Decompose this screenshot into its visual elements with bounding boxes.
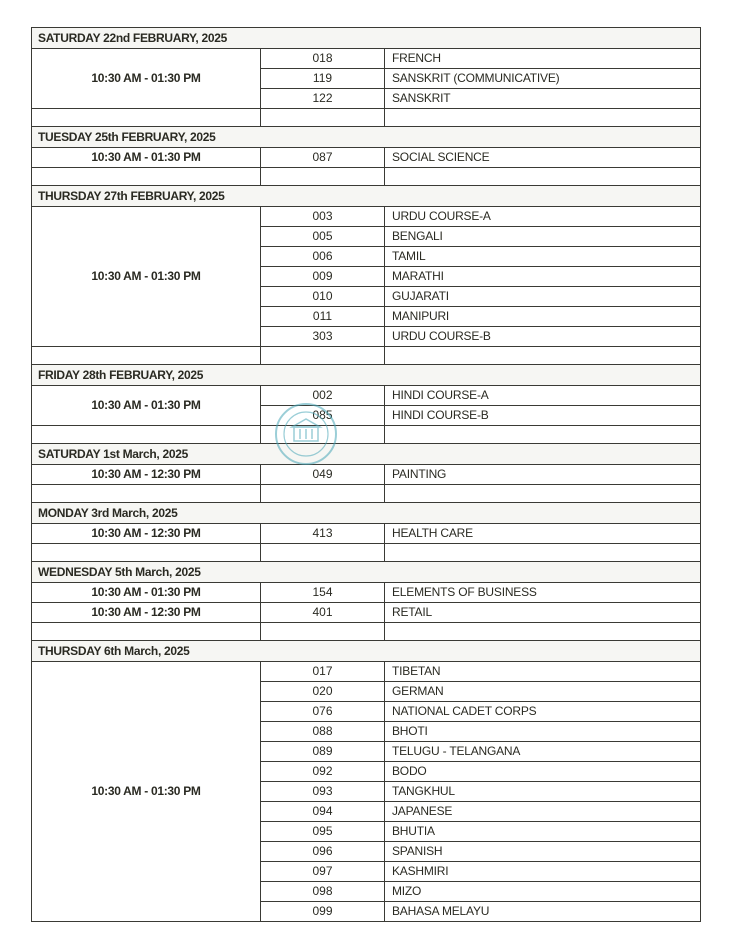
subject-name: MIZO bbox=[385, 882, 701, 902]
spacer-row bbox=[32, 426, 701, 444]
exam-time: 10:30 AM - 01:30 PM bbox=[32, 386, 261, 426]
subject-code: 017 bbox=[261, 662, 385, 682]
subject-name: TAMIL bbox=[385, 247, 701, 267]
subject-name: BENGALI bbox=[385, 227, 701, 247]
subject-code: 154 bbox=[261, 583, 385, 603]
subject-name: HINDI COURSE-A bbox=[385, 386, 701, 406]
subject-row bbox=[32, 207, 701, 227]
subject-name: URDU COURSE-A bbox=[385, 207, 701, 227]
exam-time: 10:30 AM - 01:30 PM bbox=[32, 148, 261, 168]
subject-name: GUJARATI bbox=[385, 287, 701, 307]
subject-code: 095 bbox=[261, 822, 385, 842]
date-header-row bbox=[32, 186, 701, 207]
date-header-row bbox=[32, 127, 701, 148]
empty-cell bbox=[32, 623, 261, 641]
exam-date: SATURDAY 22nd FEBRUARY, 2025 bbox=[32, 28, 701, 49]
exam-date: WEDNESDAY 5th March, 2025 bbox=[32, 562, 701, 583]
empty-cell bbox=[261, 109, 385, 127]
subject-code: 005 bbox=[261, 227, 385, 247]
empty-cell bbox=[261, 485, 385, 503]
subject-name: PAINTING bbox=[385, 465, 701, 485]
subject-name: NATIONAL CADET CORPS bbox=[385, 702, 701, 722]
exam-time: 10:30 AM - 01:30 PM bbox=[32, 207, 261, 347]
exam-date: TUESDAY 25th FEBRUARY, 2025 bbox=[32, 127, 701, 148]
exam-time: 10:30 AM - 01:30 PM bbox=[32, 662, 261, 922]
subject-name: URDU COURSE-B bbox=[385, 327, 701, 347]
exam-date: FRIDAY 28th FEBRUARY, 2025 bbox=[32, 365, 701, 386]
subject-code: 099 bbox=[261, 902, 385, 922]
subject-code: 009 bbox=[261, 267, 385, 287]
subject-code: 020 bbox=[261, 682, 385, 702]
subject-code: 122 bbox=[261, 89, 385, 109]
subject-code: 089 bbox=[261, 742, 385, 762]
date-sheet bbox=[31, 27, 700, 922]
subject-name: MANIPURI bbox=[385, 307, 701, 327]
exam-time: 10:30 AM - 01:30 PM bbox=[32, 49, 261, 109]
exam-schedule-table bbox=[31, 27, 701, 922]
subject-code: 096 bbox=[261, 842, 385, 862]
empty-cell bbox=[385, 109, 701, 127]
subject-row bbox=[32, 524, 701, 544]
subject-name: SANSKRIT (COMMUNICATIVE) bbox=[385, 69, 701, 89]
empty-cell bbox=[261, 623, 385, 641]
empty-cell bbox=[385, 426, 701, 444]
subject-name: SPANISH bbox=[385, 842, 701, 862]
subject-code: 094 bbox=[261, 802, 385, 822]
subject-name: JAPANESE bbox=[385, 802, 701, 822]
subject-code: 006 bbox=[261, 247, 385, 267]
subject-code: 303 bbox=[261, 327, 385, 347]
subject-row bbox=[32, 49, 701, 69]
empty-cell bbox=[32, 168, 261, 186]
subject-row bbox=[32, 386, 701, 406]
spacer-row bbox=[32, 347, 701, 365]
subject-name: GERMAN bbox=[385, 682, 701, 702]
subject-row bbox=[32, 662, 701, 682]
spacer-row bbox=[32, 168, 701, 186]
subject-name: FRENCH bbox=[385, 49, 701, 69]
exam-date: SATURDAY 1st March, 2025 bbox=[32, 444, 701, 465]
subject-code: 002 bbox=[261, 386, 385, 406]
subject-name: BAHASA MELAYU bbox=[385, 902, 701, 922]
spacer-row bbox=[32, 109, 701, 127]
subject-name: SOCIAL SCIENCE bbox=[385, 148, 701, 168]
subject-name: TIBETAN bbox=[385, 662, 701, 682]
empty-cell bbox=[32, 347, 261, 365]
subject-code: 092 bbox=[261, 762, 385, 782]
subject-name: TELUGU - TELANGANA bbox=[385, 742, 701, 762]
subject-row bbox=[32, 603, 701, 623]
spacer-row bbox=[32, 485, 701, 503]
subject-code: 098 bbox=[261, 882, 385, 902]
subject-name: RETAIL bbox=[385, 603, 701, 623]
subject-name: SANSKRIT bbox=[385, 89, 701, 109]
subject-code: 010 bbox=[261, 287, 385, 307]
empty-cell bbox=[385, 485, 701, 503]
subject-code: 085 bbox=[261, 406, 385, 426]
subject-code: 049 bbox=[261, 465, 385, 485]
empty-cell bbox=[385, 168, 701, 186]
subject-code: 097 bbox=[261, 862, 385, 882]
empty-cell bbox=[32, 109, 261, 127]
exam-date: THURSDAY 27th FEBRUARY, 2025 bbox=[32, 186, 701, 207]
subject-code: 076 bbox=[261, 702, 385, 722]
subject-code: 088 bbox=[261, 722, 385, 742]
subject-code: 011 bbox=[261, 307, 385, 327]
exam-time: 10:30 AM - 12:30 PM bbox=[32, 524, 261, 544]
subject-code: 413 bbox=[261, 524, 385, 544]
empty-cell bbox=[261, 347, 385, 365]
empty-cell bbox=[32, 485, 261, 503]
subject-name: HEALTH CARE bbox=[385, 524, 701, 544]
subject-name: BODO bbox=[385, 762, 701, 782]
exam-time: 10:30 AM - 01:30 PM bbox=[32, 583, 261, 603]
subject-code: 401 bbox=[261, 603, 385, 623]
exam-time: 10:30 AM - 12:30 PM bbox=[32, 465, 261, 485]
date-header-row bbox=[32, 28, 701, 49]
empty-cell bbox=[261, 168, 385, 186]
empty-cell bbox=[32, 426, 261, 444]
empty-cell bbox=[261, 544, 385, 562]
subject-code: 003 bbox=[261, 207, 385, 227]
subject-code: 087 bbox=[261, 148, 385, 168]
subject-name: BHOTI bbox=[385, 722, 701, 742]
subject-code: 119 bbox=[261, 69, 385, 89]
exam-date: MONDAY 3rd March, 2025 bbox=[32, 503, 701, 524]
subject-row bbox=[32, 465, 701, 485]
subject-code: 018 bbox=[261, 49, 385, 69]
spacer-row bbox=[32, 623, 701, 641]
spacer-row bbox=[32, 544, 701, 562]
subject-name: TANGKHUL bbox=[385, 782, 701, 802]
empty-cell bbox=[385, 623, 701, 641]
empty-cell bbox=[385, 544, 701, 562]
date-header-row bbox=[32, 562, 701, 583]
date-header-row bbox=[32, 641, 701, 662]
subject-code: 093 bbox=[261, 782, 385, 802]
empty-cell bbox=[385, 347, 701, 365]
exam-date: THURSDAY 6th March, 2025 bbox=[32, 641, 701, 662]
empty-cell bbox=[32, 544, 261, 562]
subject-name: MARATHI bbox=[385, 267, 701, 287]
subject-name: HINDI COURSE-B bbox=[385, 406, 701, 426]
date-header-row bbox=[32, 444, 701, 465]
subject-name: BHUTIA bbox=[385, 822, 701, 842]
subject-row bbox=[32, 148, 701, 168]
exam-time: 10:30 AM - 12:30 PM bbox=[32, 603, 261, 623]
subject-row bbox=[32, 583, 701, 603]
subject-name: ELEMENTS OF BUSINESS bbox=[385, 583, 701, 603]
date-header-row bbox=[32, 503, 701, 524]
empty-cell bbox=[261, 426, 385, 444]
subject-name: KASHMIRI bbox=[385, 862, 701, 882]
date-header-row bbox=[32, 365, 701, 386]
